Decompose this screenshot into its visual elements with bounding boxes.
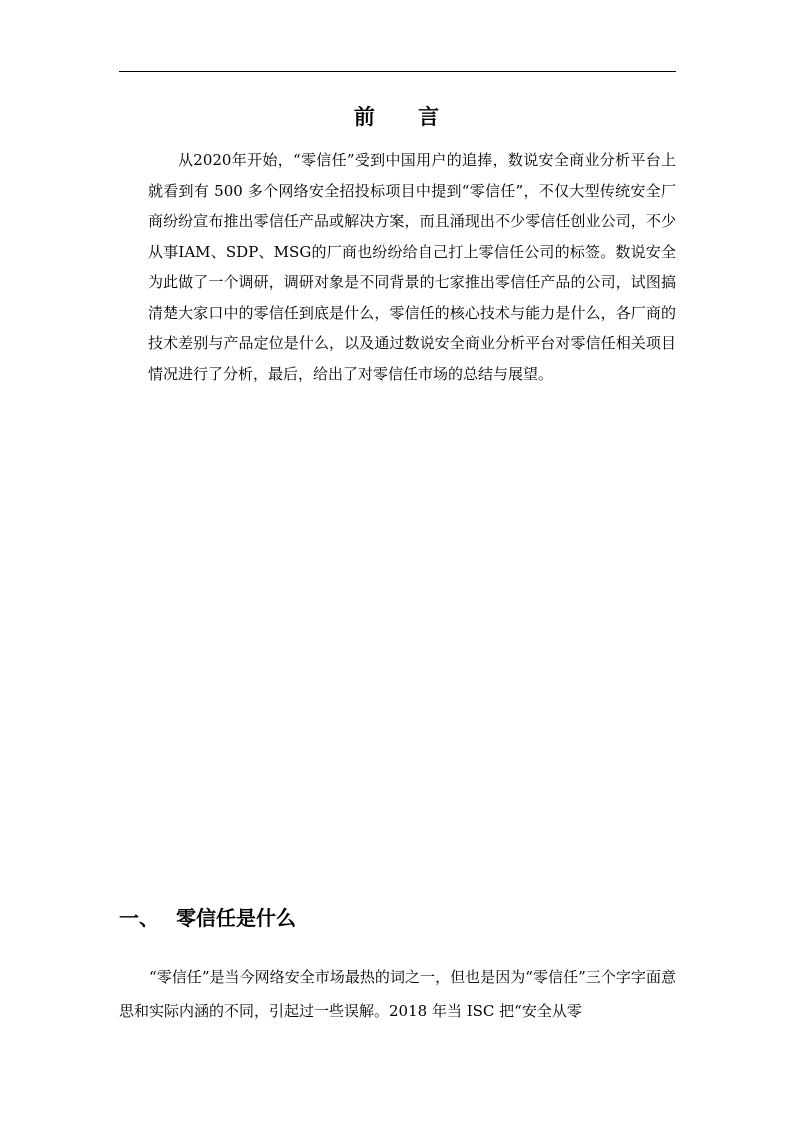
section-paragraph: “零信任”是当今网络安全市场最热的词之一，但也是因为“零信任”三个字字面意思和实际内涵的不同，引起过一些误解。2018 年当 ISC 把“安全从零 [119, 968, 676, 1020]
header-rule [119, 71, 676, 72]
section-title: 零信任是什么 [176, 906, 296, 930]
section-number: 一、 [119, 906, 159, 930]
preface-title: 前 言 [353, 105, 458, 129]
preface-paragraph: 从2020年开始，“零信任”受到中国用户的追捧，数说安全商业分析平台上就看到有 500 多个网络安全招投标项目中提到“零信任”，不仅大型传统安全厂商纷纷宣布推出零信任产品或解决方案，而且涌现出不少零信任创业公司，不少从事IAM、SDP、MSG的厂商也纷纷给自己打上零信任公司的标签。数说安全为此做了一个调研，调研对象是不同背景的七家推出零信任产品的公司，试图搞清楚大家口中的零信任到底是什么，零信任的核心技术与能力是什么，各厂商的技术差别与产品定位是什么，以及通过数说安全商业分析平台对零信任相关项目情况进行了分析，最后，给出了对零信任市场的总结与展望。 [148, 151, 676, 383]
section-heading [119, 903, 296, 933]
